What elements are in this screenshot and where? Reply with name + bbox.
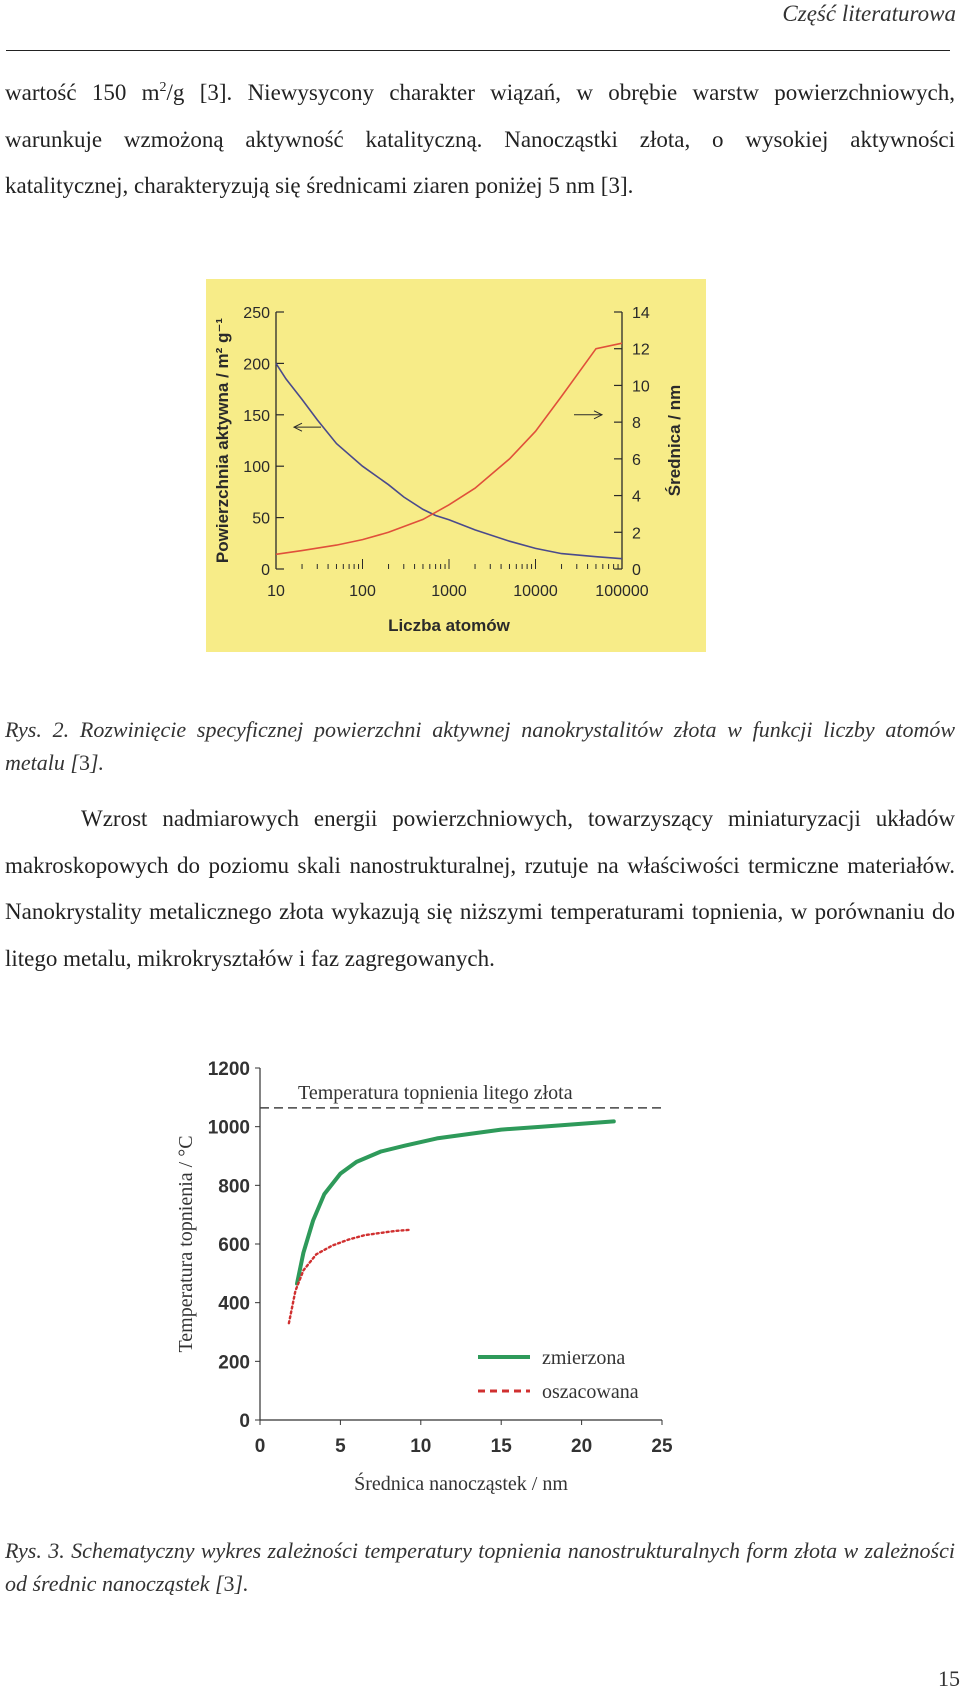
x-axis-label: Średnica nanocząstek / nm bbox=[354, 1473, 568, 1495]
figure-1-caption bbox=[5, 713, 955, 779]
page-number: 15 bbox=[938, 1666, 960, 1691]
y-tick-label: 50 bbox=[252, 510, 270, 528]
y2-tick-label: 12 bbox=[632, 341, 650, 359]
figure-melting-temperature-chart bbox=[170, 1055, 690, 1502]
figure-surface-area-chart bbox=[206, 279, 706, 652]
x-tick-label: 100000 bbox=[595, 583, 649, 600]
y2-tick-label: 0 bbox=[632, 562, 641, 579]
reference-line-label: Temperatura topnienia litego złota bbox=[298, 1081, 573, 1104]
paragraph-1-pre: wartość 150 m bbox=[5, 80, 160, 105]
caption-label: Rys. 3. bbox=[5, 1538, 65, 1563]
x-tick-label: 25 bbox=[651, 1436, 673, 1457]
y2-tick-label: 4 bbox=[632, 488, 641, 506]
paragraph-1 bbox=[5, 70, 955, 210]
y-tick-label: 100 bbox=[243, 459, 270, 477]
y-tick-label: 200 bbox=[218, 1352, 250, 1374]
x-tick-label: 15 bbox=[490, 1436, 512, 1457]
caption-ref: 3 bbox=[223, 1571, 235, 1596]
x-tick-label: 10 bbox=[267, 583, 285, 600]
running-header: Część literaturowa bbox=[782, 1, 956, 26]
y2-axis-label: Średnica / nm bbox=[665, 384, 684, 497]
y-tick-label: 200 bbox=[243, 356, 270, 374]
y-axis-label: Temperatura topnienia / °C bbox=[175, 1135, 197, 1353]
x-tick-label: 100 bbox=[349, 583, 376, 600]
header-rule bbox=[6, 50, 950, 51]
y-tick-label: 800 bbox=[218, 1176, 250, 1198]
y-tick-label: 1000 bbox=[207, 1117, 250, 1139]
y2-tick-label: 8 bbox=[632, 415, 641, 433]
y2-tick-label: 2 bbox=[632, 525, 641, 543]
y-tick-label: 0 bbox=[239, 1411, 250, 1432]
figure-2-caption bbox=[5, 1534, 955, 1600]
x-tick-label: 10 bbox=[410, 1436, 432, 1457]
y-tick-label: 1200 bbox=[207, 1059, 250, 1080]
y-tick-label: 150 bbox=[243, 407, 270, 425]
caption-text: Rozwinięcie specyficznej powierzchni aktywnej nanokrystalitów złota w funkcji liczby atomów metalu [ bbox=[5, 717, 956, 775]
caption-label: Rys. 2. bbox=[5, 717, 70, 742]
x-tick-label: 5 bbox=[335, 1436, 346, 1457]
y-tick-label: 250 bbox=[243, 305, 270, 322]
caption-end: ]. bbox=[89, 750, 105, 775]
paragraph-1-post: /g [3]. Niewysycony charakter wiązań, w obrębie warstw powierzchniowych, warunkuje wzmożoną aktywność katalityczną. Nanocząstki złota, o wysokiej aktywności katalitycznej, charakteryzują się średnicami ziaren poniżej 5 nm [3]. bbox=[5, 80, 955, 198]
paragraph-1-sup: 2 bbox=[159, 80, 167, 95]
y-tick-label: 600 bbox=[218, 1235, 250, 1256]
x-tick-label: 0 bbox=[254, 1436, 266, 1457]
legend-label: zmierzona bbox=[542, 1347, 626, 1369]
y2-tick-label: 14 bbox=[632, 305, 650, 322]
caption-text: Schematyczny wykres zależności temperatury topnienia nanostrukturalnych form złota w zależności od średnic nanocząstek [ bbox=[5, 1538, 955, 1596]
series-line-zmierzona bbox=[297, 1121, 614, 1283]
y-axis-label: Powierzchnia aktywna / m² g⁻¹ bbox=[213, 317, 232, 564]
caption-ref: 3 bbox=[78, 750, 90, 775]
legend-label: oszacowana bbox=[542, 1381, 639, 1403]
x-tick-label: 20 bbox=[571, 1436, 593, 1457]
y2-tick-label: 10 bbox=[632, 378, 650, 396]
x-axis-label: Liczba atomów bbox=[388, 616, 510, 635]
caption-end: ]. bbox=[234, 1571, 249, 1596]
x-tick-label: 1000 bbox=[431, 583, 467, 600]
paragraph-2: Wzrost nadmiarowych energii powierzchniowych, towarzyszący miniaturyzacji układów makroskopowych do poziomu skali nanostrukturalnej, rzutuje na właściwości termiczne materiałów. Nanokrystality metalicznego złota wykazują się niższymi temperaturami topnienia, w porównaniu do litego metalu, mikrokryształów i faz zagregowanych. bbox=[5, 806, 955, 971]
y-tick-label: 0 bbox=[261, 562, 270, 579]
y-tick-label: 400 bbox=[218, 1293, 250, 1315]
x-tick-label: 10000 bbox=[513, 583, 558, 600]
y2-tick-label: 6 bbox=[632, 451, 641, 469]
